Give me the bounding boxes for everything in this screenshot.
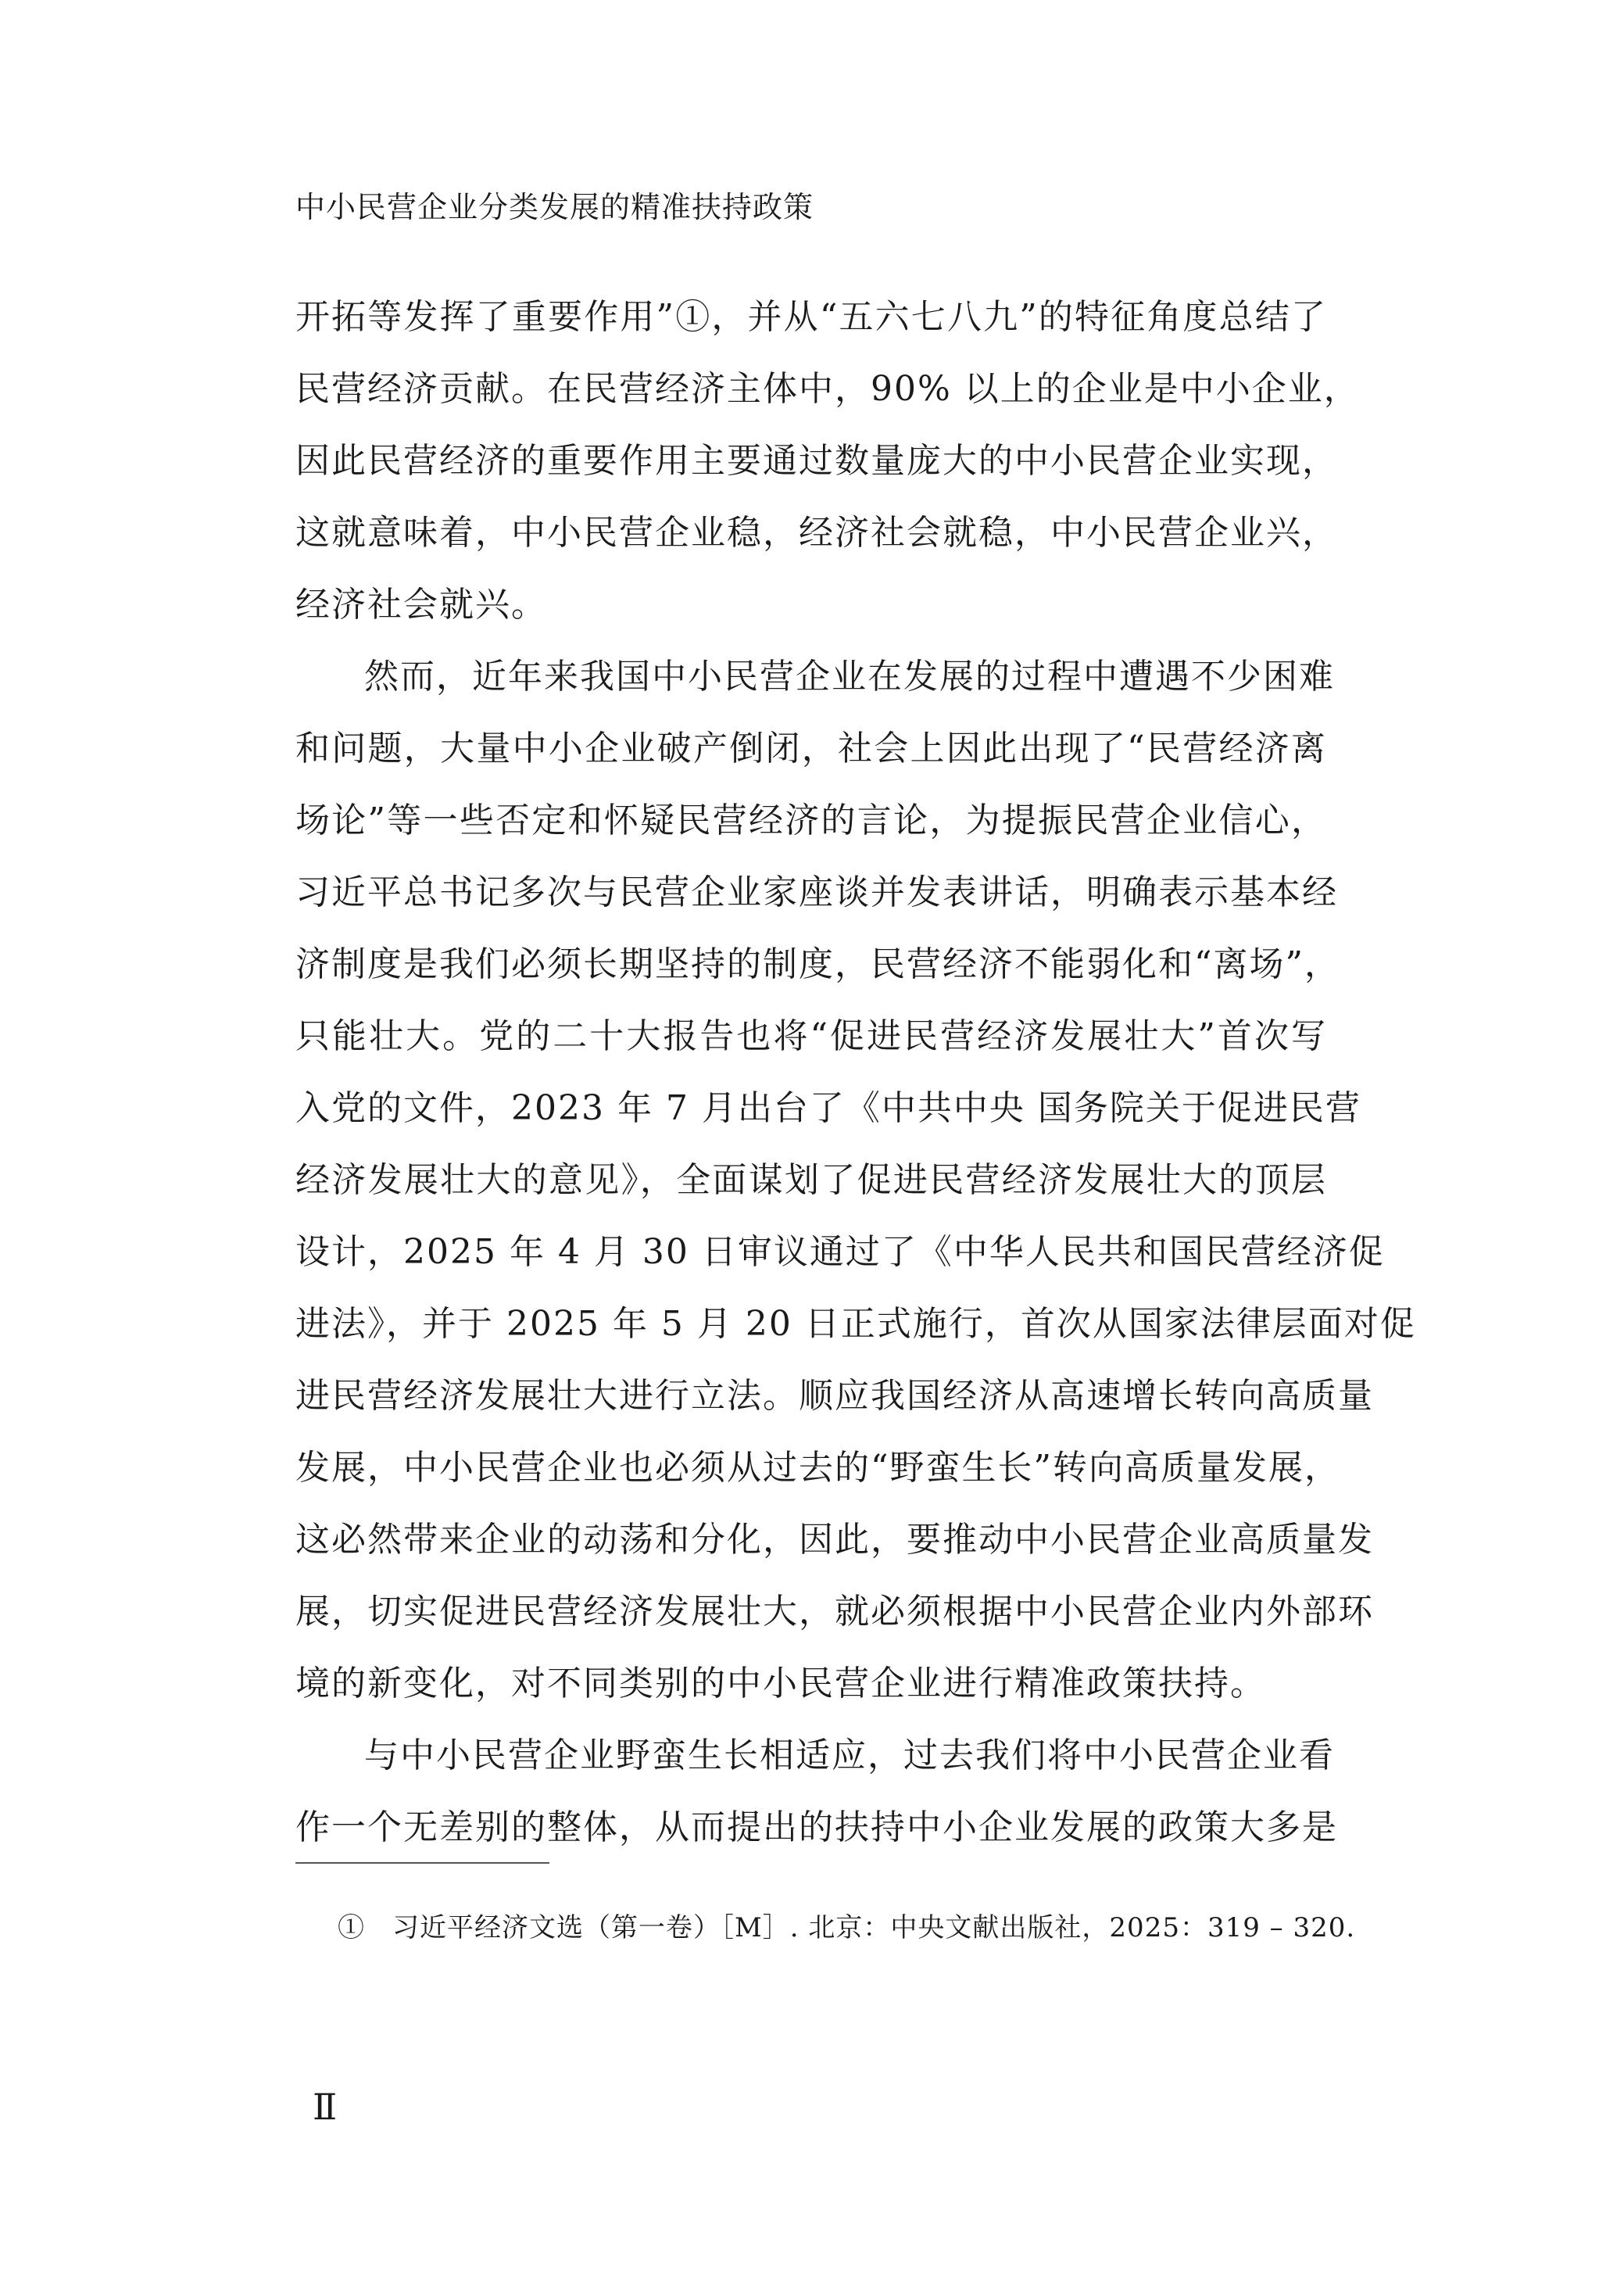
body-text [295,281,1416,1864]
paragraph-2-line-1: 然而，近年来我国中小民营企业在发展的过程中遭遇不少困难 [364,657,1335,697]
paragraph-2-line-14: 展，切实促进民营经济发展壮大，就必须根据中小民营企业内外部环 [295,1592,1374,1632]
paragraph-3-line-1: 与中小民营企业野蛮生长相适应，过去我们将中小民营企业看 [364,1735,1335,1775]
paragraph-2-line-2: 和问题，大量中小企业破产倒闭，社会上因此出现了“民营经济离 [295,729,1327,768]
running-header: 中小民营企业分类发展的精准扶持政策 [295,190,814,224]
paragraph-2-line-8: 经济发展壮大的意见》，全面谋划了促进民营经济发展壮大的顶层 [295,1160,1327,1200]
paragraph-1-line-3: 因此民营经济的重要作用主要通过数量庞大的中小民营企业实现， [295,441,1338,481]
paragraph-1-line-2: 民营经济贡献。在民营经济主体中，90% 以上的企业是中小企业， [295,369,1360,409]
page-number: Ⅱ [313,2086,338,2128]
footnote-divider [295,1862,549,1864]
paragraph-1-line-4: 这就意味着，中小民营企业稳，经济社会就稳，中小民营企业兴， [295,513,1338,553]
footnote: ① 习近平经济文选（第一卷）［M］. 北京：中央文献出版社，2025：319 – 320. [338,1912,1356,1943]
paragraph-1-line-1: 开拓等发挥了重要作用”①，并从“五六七八九”的特征角度总结了 [295,297,1327,337]
paragraph-2-line-3: 场论”等一些否定和怀疑民营经济的言论，为提振民营企业信心， [295,801,1327,840]
paragraph-2-line-4: 习近平总书记多次与民营企业家座谈并发表讲话，明确表示基本经 [295,872,1338,912]
paragraph-2-line-10: 进法》，并于 2025 年 5 月 20 日正式施行，首次从国家法律层面对促 [295,1304,1416,1344]
paragraph-1-line-5: 经济社会就兴。 [295,585,547,625]
paragraph-2-line-9: 设计，2025 年 4 月 30 日审议通过了《中华人民共和国民营经济促 [295,1232,1385,1272]
paragraph-2-line-12: 发展，中小民营企业也必须从过去的“野蛮生长”转向高质量发展， [295,1448,1340,1488]
paragraph-2-line-6: 只能壮大。党的二十大报告也将“促进民营经济发展壮大”首次写 [295,1016,1327,1056]
paragraph-2-line-13: 这必然带来企业的动荡和分化，因此，要推动中小民营企业高质量发 [295,1520,1374,1560]
paragraph-2-line-15: 境的新变化，对不同类别的中小民营企业进行精准政策扶持。 [295,1664,1266,1703]
paragraph-2-line-11: 进民营经济发展壮大进行立法。顺应我国经济从高速增长转向高质量 [295,1376,1374,1416]
paragraph-2-line-7: 入党的文件，2023 年 7 月出台了《中共中央 国务院关于促进民营 [295,1088,1361,1128]
paragraph-2-line-5: 济制度是我们必须长期坚持的制度，民营经济不能弱化和“离场”， [295,944,1340,984]
paragraph-3-line-2: 作一个无差别的整体，从而提出的扶持中小企业发展的政策大多是 [295,1807,1338,1847]
